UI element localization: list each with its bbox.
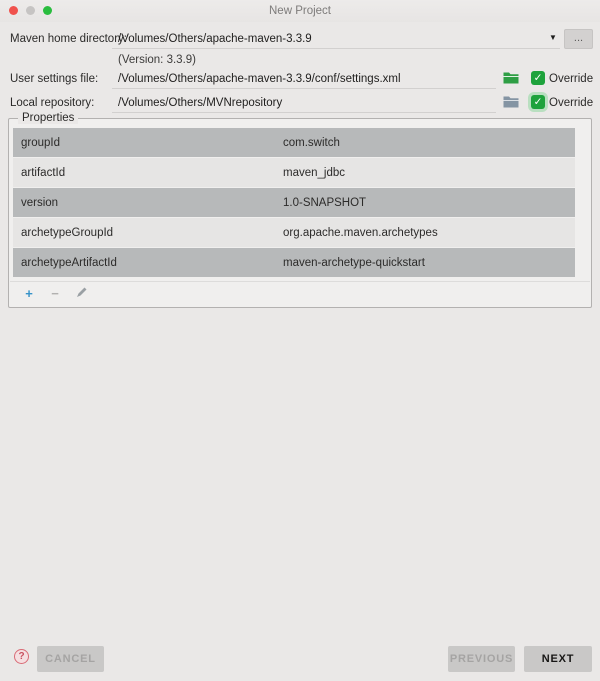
property-key: artifactId bbox=[21, 166, 66, 179]
property-key: archetypeGroupId bbox=[21, 226, 114, 239]
properties-groupbox bbox=[8, 112, 592, 308]
property-value: maven_jdbc bbox=[283, 166, 346, 179]
checkmark-icon: ✓ bbox=[533, 72, 543, 84]
user-settings-field-underline bbox=[112, 88, 496, 89]
property-key: groupId bbox=[21, 136, 61, 149]
user-settings-override-checkbox[interactable] bbox=[531, 71, 545, 85]
maven-version-note: (Version: 3.3.9) bbox=[118, 54, 196, 66]
local-repo-field-underline bbox=[112, 112, 496, 113]
table-row[interactable] bbox=[13, 128, 575, 157]
next-button[interactable]: NEXT bbox=[524, 646, 592, 672]
property-value: 1.0-SNAPSHOT bbox=[283, 196, 367, 209]
local-repo-override-label: Override bbox=[549, 97, 594, 109]
maven-home-browse-button[interactable]: ... bbox=[564, 29, 593, 49]
user-settings-value[interactable]: /Volumes/Others/apache-maven-3.3.9/conf/settings.xml bbox=[118, 73, 401, 85]
edit-property-icon[interactable] bbox=[74, 286, 88, 302]
properties-table bbox=[13, 128, 575, 278]
maven-home-field-underline bbox=[112, 48, 560, 49]
table-row[interactable] bbox=[13, 158, 575, 187]
table-row[interactable] bbox=[13, 248, 575, 277]
window-title: New Project bbox=[269, 5, 331, 17]
add-property-icon[interactable]: + bbox=[25, 286, 33, 301]
table-row[interactable] bbox=[13, 218, 575, 247]
previous-button[interactable]: PREVIOUS bbox=[448, 646, 515, 672]
help-button[interactable]: ? bbox=[14, 649, 29, 664]
properties-group-title: Properties bbox=[18, 112, 78, 124]
remove-property-icon[interactable]: − bbox=[51, 286, 59, 301]
property-key: archetypeArtifactId bbox=[21, 256, 117, 269]
user-settings-label: User settings file: bbox=[10, 73, 99, 85]
title-bar bbox=[0, 0, 600, 22]
user-settings-override-label: Override bbox=[549, 73, 594, 85]
local-repo-label: Local repository: bbox=[10, 97, 95, 109]
cancel-button[interactable]: CANCEL bbox=[37, 646, 104, 672]
property-value: org.apache.maven.archetypes bbox=[283, 226, 438, 239]
local-repo-override-checkbox[interactable] bbox=[531, 95, 545, 109]
table-row[interactable] bbox=[13, 188, 575, 217]
property-key: version bbox=[21, 196, 59, 209]
local-repo-folder-icon[interactable] bbox=[503, 95, 519, 108]
user-settings-folder-icon[interactable] bbox=[503, 71, 519, 84]
property-value: maven-archetype-quickstart bbox=[283, 256, 425, 269]
maven-home-label: Maven home directory: bbox=[10, 33, 127, 45]
property-value: com.switch bbox=[283, 136, 340, 149]
local-repo-value[interactable]: /Volumes/Others/MVNrepository bbox=[118, 97, 283, 109]
properties-toolbar bbox=[10, 281, 590, 306]
checkmark-icon: ✓ bbox=[533, 96, 543, 108]
maven-home-value[interactable]: /Volumes/Others/apache-maven-3.3.9 bbox=[118, 33, 312, 45]
maven-home-dropdown-icon[interactable]: ▼ bbox=[549, 33, 557, 42]
